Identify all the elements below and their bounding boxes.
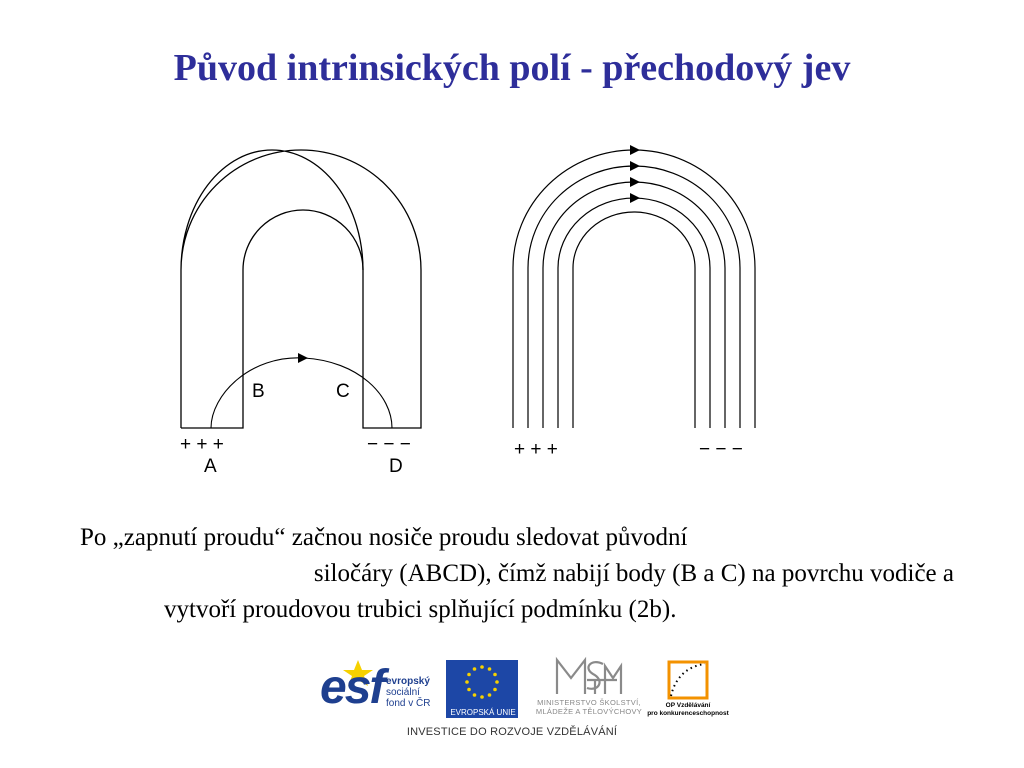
msmt-monogram-icon <box>533 654 645 698</box>
eu-label: EVROPSKÁ UNIE <box>450 708 516 717</box>
eu-star <box>495 680 499 684</box>
point-c-label: C <box>336 381 350 402</box>
eu-star <box>480 695 484 699</box>
esf-mark: esf <box>320 661 384 714</box>
left-conductor-outline <box>181 150 421 428</box>
point-b-label: B <box>252 381 265 402</box>
eu-star <box>467 688 471 692</box>
explanation-line-1: Po „zapnutí proudu“ začnou nosiče proudu sledovat původní <box>80 524 688 551</box>
eu-star <box>473 693 477 697</box>
op-logo <box>647 656 729 720</box>
eu-flag-icon <box>448 660 516 705</box>
tube-arrow-2 <box>630 161 640 171</box>
op-caption <box>647 702 729 718</box>
eu-star <box>493 688 497 692</box>
tube-arrows <box>630 145 640 203</box>
eu-star <box>488 667 492 671</box>
esf-line-2: sociální <box>386 687 420 698</box>
esf-line-3: fond v ČR <box>386 698 431 709</box>
explanation-line-3: vytvoří proudovou trubici splňující podmínku (2b). <box>164 596 677 623</box>
tube-line-1 <box>513 150 755 428</box>
tube-arrow-3 <box>630 177 640 187</box>
slide-title: Původ intrinsických polí - přechodový jev <box>173 47 851 89</box>
msmt-caption <box>533 698 645 716</box>
eu-star <box>467 673 471 677</box>
msmt-line-2: MLÁDEŽE A TĚLOVÝCHOVY <box>535 707 643 716</box>
tube-line-4 <box>558 198 710 428</box>
tube-arrow-1 <box>630 145 640 155</box>
explanation-line-2: siločáry (ABCD), čímž nabijí body (B a C) na povrchu vodiče a <box>313 560 954 587</box>
op-emblem-icon <box>647 656 729 702</box>
msmt-line-1: MINISTERSTVO ŠKOLSTVÍ, <box>537 698 641 707</box>
eu-star <box>473 667 477 671</box>
tube-line-2 <box>528 166 740 428</box>
eu-star <box>493 673 497 677</box>
msmt-logo <box>533 654 645 720</box>
eu-star <box>488 693 492 697</box>
point-a-label: A <box>204 456 217 477</box>
eu-star <box>465 680 469 684</box>
explanation-paragraph <box>80 520 960 628</box>
op-line-2: pro konkurenceschopnost <box>647 710 729 717</box>
eu-star <box>480 665 484 669</box>
esf-text <box>386 676 430 709</box>
left-minus-charges: − − − <box>367 434 411 455</box>
left-plus-charges: + + + <box>180 434 224 455</box>
tube-arrow-4 <box>630 193 640 203</box>
right-plus-charges: + + + <box>514 439 558 460</box>
point-d-label: D <box>389 456 403 477</box>
right-minus-charges: − − − <box>699 439 743 460</box>
esf-line-1: evropský <box>386 676 430 687</box>
eu-logo <box>446 660 518 718</box>
right-current-tube <box>513 150 755 428</box>
tube-line-3 <box>543 182 725 428</box>
left-conductor <box>181 150 421 428</box>
esf-logo <box>320 658 440 718</box>
op-line-1: OP Vzdělávání <box>665 702 711 709</box>
investice-footer: INVESTICE DO ROZVOJE VZDĚLÁVÁNÍ <box>406 726 618 738</box>
field-line-abcd-arrow <box>298 353 308 363</box>
tube-line-5 <box>573 212 695 428</box>
field-line-abcd <box>211 358 392 428</box>
